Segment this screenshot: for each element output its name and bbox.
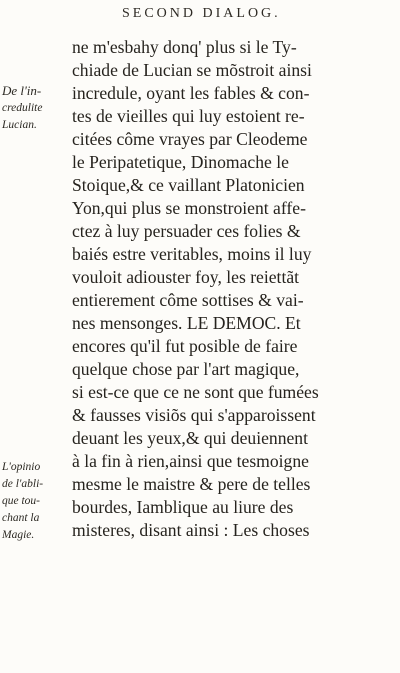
margin-note-line: chant la [2,512,40,524]
text-line: ne m'esbahy donq' plus si le Ty- [72,37,297,57]
text-line: chiade de Lucian se mõstroit ainsi [72,60,312,80]
margin-note-line: que tou- [2,495,41,507]
margin-note-line: de l'abli- [2,478,44,490]
running-head: SECOND DIALOG. [122,6,281,21]
text-line: citées côme vrayes par Cleodeme [72,129,308,149]
margin-note-line: Lucian. [2,119,37,131]
text-line: baiés estre veritables, moins il luy [72,244,312,264]
text-line: quelque chose par l'art magique, [72,359,300,379]
text-line: mesme le maistre & pere de telles [72,474,311,494]
text-line: tes de vieilles qui luy estoient re- [72,106,305,126]
text-line: encores qu'il fut posible de faire [72,336,298,356]
text-line: vouloit adiouster foy, les reiettãt [72,267,300,287]
text-line: le Peripatetique, Dinomache le [72,152,289,172]
text-line: Stoique,& ce vaillant Platonicien [72,175,305,195]
text-line: nes mensonges. LE DEMOC. Et [72,313,301,333]
margin-note-line: Magie. [2,529,35,541]
text-line: & fausses visiõs qui s'apparoissent [72,405,316,425]
text-line: deuant les yeux,& qui deuiennent [72,428,308,448]
margin-note-line: De l'in- [2,83,42,98]
text-line: à la fin à rien,ainsi que tesmoigne [72,451,309,471]
text-line: bourdes, Iamblique au liure des [72,497,294,517]
text-line: ctez à luy persuader ces folies & [72,221,301,241]
text-line: entierement côme sottises & vai- [72,290,304,310]
text-line: Yon,qui plus se monstroient affe- [72,198,306,218]
text-line: misteres, disant ainsi : Les choses [72,520,310,540]
margin-note-line: L'opinio [2,461,41,473]
text-line: incredule, oyant les fables & con- [72,83,310,103]
text-line: si est-ce que ce ne sont que fumées [72,382,319,402]
margin-note-line: credulite [2,102,43,114]
